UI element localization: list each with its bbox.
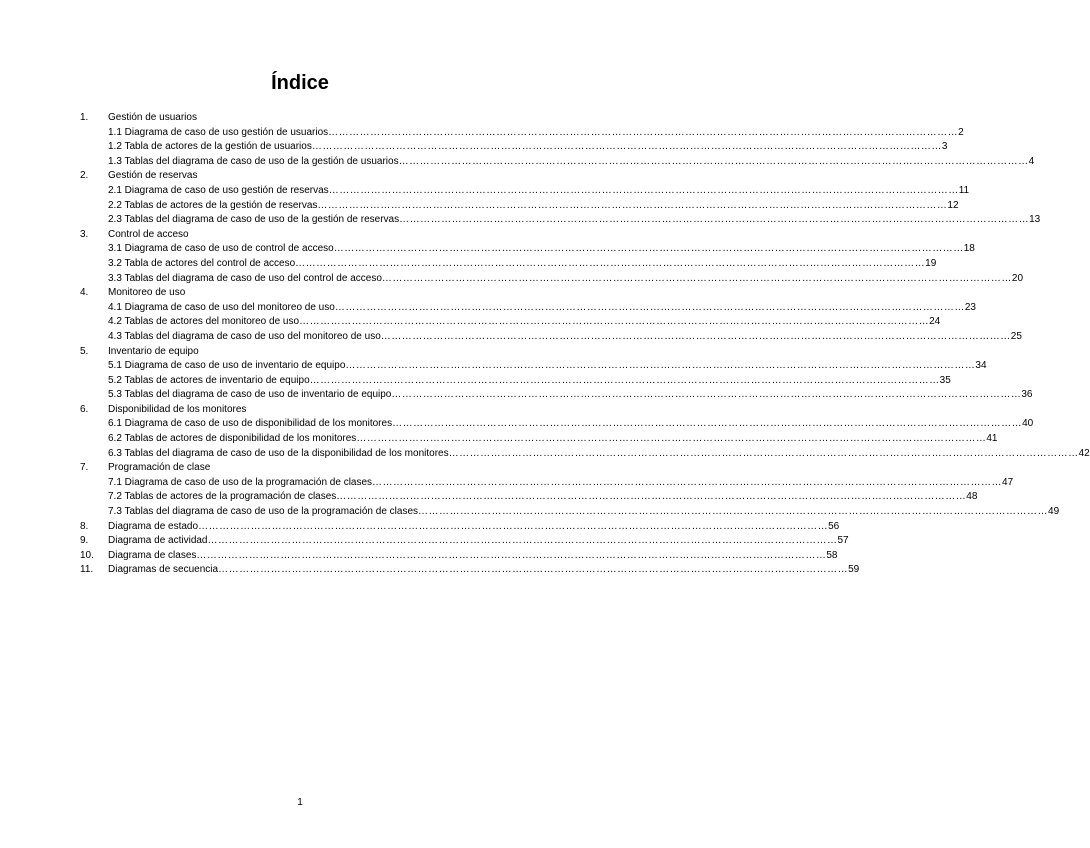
toc-section	[78, 345, 528, 360]
toc-page-number: 42	[1078, 447, 1090, 459]
toc-entry-label: 2.2 Tablas de actores de la gestión de reservas	[108, 199, 318, 211]
toc-number: 10.	[80, 549, 94, 561]
toc-dot-leader: ………………………………………………………………………………………………………………………………………………………………	[295, 257, 926, 269]
toc-entry	[78, 301, 976, 316]
toc-entry-line	[108, 534, 849, 549]
toc-entry-label: 5.2 Tablas de actores de inventario de equipo	[108, 374, 310, 386]
toc-entry-label: 4.2 Tablas de actores del monitoreo de uso	[108, 316, 300, 328]
toc-entry-label: 4.3 Tablas del diagrama de caso de uso del monitoreo de uso	[108, 330, 381, 342]
toc-entry-line	[108, 388, 1033, 403]
toc-section-label: Gestión de reservas	[108, 170, 198, 182]
toc-entry	[78, 432, 998, 447]
toc-entry-line	[108, 520, 840, 535]
toc-section-label: Gestión de usuarios	[108, 112, 197, 123]
toc-entry	[78, 184, 970, 199]
toc-entry	[78, 199, 959, 214]
toc-dot-leader: ………………………………………………………………………………………………………………………………………………………………	[328, 126, 959, 138]
toc-number: 7.	[80, 462, 89, 474]
toc-entry	[78, 505, 1060, 520]
toc-page-number: 57	[837, 535, 849, 547]
toc-page-number: 13	[1029, 214, 1041, 226]
toc-page-number: 3	[941, 141, 948, 153]
toc-entry	[78, 257, 937, 272]
toc-entry-line	[108, 359, 987, 374]
toc-dot-leader: ………………………………………………………………………………………………………………………………………………………………	[207, 535, 838, 547]
toc-section	[78, 228, 528, 243]
toc-page-number: 12	[947, 199, 959, 211]
toc-page-number: 40	[1022, 418, 1034, 430]
toc-page-number: 56	[828, 520, 840, 532]
toc-dot-leader: ………………………………………………………………………………………………………………………………………………………………	[392, 418, 1023, 430]
toc-entry-label: 2.3 Tablas del diagrama de caso de uso de la gestión de reservas	[108, 214, 400, 226]
toc-page-number: 48	[966, 491, 978, 503]
toc-entry	[78, 359, 987, 374]
toc-page-number: 34	[975, 360, 987, 372]
toc-page-number: 58	[826, 549, 838, 561]
page-number: 1	[297, 797, 303, 808]
toc-number: 8.	[80, 520, 89, 532]
toc-entry-label: 6.3 Tablas del diagrama de caso de uso de la disponibilidad de los monitores	[108, 447, 449, 459]
toc-number: 5.	[80, 345, 89, 357]
toc-entry	[78, 126, 964, 141]
toc-entry-label: 1.2 Tabla de actores de la gestión de usuarios	[108, 141, 312, 153]
toc-section	[78, 286, 528, 301]
toc-number: 9.	[80, 535, 89, 547]
toc-dot-leader: ………………………………………………………………………………………………………………………………………………………………	[333, 243, 964, 255]
toc-dot-leader: ………………………………………………………………………………………………………………………………………………………………	[418, 506, 1049, 518]
toc-page-number: 35	[939, 374, 951, 386]
toc-number: 11.	[80, 564, 94, 576]
toc-entry-line	[108, 417, 1034, 432]
toc-entry-line	[108, 155, 1035, 170]
toc-dot-leader: ………………………………………………………………………………………………………………………………………………………………	[372, 476, 1003, 488]
toc-dot-leader: ………………………………………………………………………………………………………………………………………………………………	[336, 491, 967, 503]
toc-entry	[78, 417, 1034, 432]
toc-entry-label: 5.1 Diagrama de caso de uso de inventario de equipo	[108, 360, 346, 372]
toc-entry-line	[108, 490, 978, 505]
toc-section	[78, 169, 528, 184]
toc-dot-leader: ………………………………………………………………………………………………………………………………………………………………	[345, 360, 976, 372]
toc-section-label: Monitoreo de uso	[108, 287, 186, 299]
toc-entry	[78, 242, 975, 257]
toc-dot-leader: ………………………………………………………………………………………………………………………………………………………………	[334, 301, 965, 313]
toc-entry-label: Diagrama de actividad	[108, 535, 208, 547]
toc-dot-leader: ………………………………………………………………………………………………………………………………………………………………	[196, 549, 827, 561]
toc-number: 1.	[80, 112, 89, 123]
toc-entry	[78, 330, 1022, 345]
toc-entry-line	[108, 184, 970, 199]
toc-dot-leader: ………………………………………………………………………………………………………………………………………………………………	[448, 447, 1079, 459]
toc-number: 2.	[80, 170, 89, 182]
toc-entry-label: 2.1 Diagrama de caso de uso gestión de reservas	[108, 184, 329, 196]
toc-page-number: 19	[925, 257, 937, 269]
toc-section	[78, 403, 528, 418]
toc-entry	[78, 563, 860, 578]
toc-page-number: 49	[1048, 506, 1060, 518]
toc-entry-label: 4.1 Diagrama de caso de uso del monitoreo de uso	[108, 301, 335, 313]
toc-entry	[78, 315, 941, 330]
toc-dot-leader: ………………………………………………………………………………………………………………………………………………………………	[399, 214, 1030, 226]
toc-page-number: 2	[958, 126, 964, 138]
toc-entry-line	[108, 126, 964, 141]
table-of-contents	[78, 111, 1090, 578]
page-title: Índice	[271, 72, 329, 94]
toc-entry-label: 1.1 Diagrama de caso de uso gestión de usuarios	[108, 126, 329, 138]
toc-entry-label: 6.1 Diagrama de caso de uso de disponibilidad de los monitores	[108, 418, 393, 430]
toc-page-number: 24	[929, 316, 941, 328]
toc-dot-leader: ………………………………………………………………………………………………………………………………………………………………	[317, 199, 948, 211]
toc-entry	[78, 272, 1024, 287]
toc-dot-leader: ………………………………………………………………………………………………………………………………………………………………	[381, 272, 1012, 284]
toc-entry	[78, 374, 951, 389]
toc-entry-line	[108, 213, 1041, 228]
toc-entry-line	[108, 199, 959, 214]
toc-entry-line	[108, 272, 1024, 287]
toc-dot-leader: ………………………………………………………………………………………………………………………………………………………………	[309, 374, 940, 386]
toc-entry	[78, 490, 978, 505]
toc-dot-leader: ………………………………………………………………………………………………………………………………………………………………	[198, 520, 829, 532]
toc-page-number: 59	[848, 564, 860, 576]
toc-entry-label: 5.3 Tablas del diagrama de caso de uso de inventario de equipo	[108, 389, 392, 401]
toc-entry-line	[108, 330, 1022, 345]
toc-entry	[78, 213, 1041, 228]
toc-entry-line	[108, 140, 948, 155]
toc-entry-label: 6.2 Tablas de actores de disponibilidad de los monitores	[108, 433, 357, 445]
toc-dot-leader: ………………………………………………………………………………………………………………………………………………………………	[299, 316, 930, 328]
toc-entry	[78, 476, 1014, 491]
toc-dot-leader: ………………………………………………………………………………………………………………………………………………………………	[356, 433, 987, 445]
toc-entry-label: 3.2 Tabla de actores del control de acceso	[108, 257, 296, 269]
toc-section	[78, 461, 528, 476]
toc-entry-label: 7.3 Tablas del diagrama de caso de uso de la programación de clases	[108, 506, 419, 518]
toc-page-number: 23	[964, 301, 976, 313]
toc-number: 6.	[80, 403, 89, 415]
toc-entry-line	[108, 315, 941, 330]
toc-entry-line	[108, 476, 1014, 491]
toc-entry	[78, 520, 840, 535]
toc-entry	[78, 447, 1090, 462]
toc-section-label: Programación de clase	[108, 462, 211, 474]
toc-number: 3.	[80, 228, 89, 240]
toc-page-number: 20	[1011, 272, 1024, 284]
toc-dot-leader: ………………………………………………………………………………………………………………………………………………………………	[380, 330, 1011, 342]
toc-dot-leader: ………………………………………………………………………………………………………………………………………………………………	[311, 141, 942, 153]
toc-entry-line	[108, 549, 838, 564]
toc-dot-leader: ………………………………………………………………………………………………………………………………………………………………	[398, 155, 1029, 167]
toc-entry-line	[108, 374, 951, 389]
toc-entry-line	[108, 447, 1090, 462]
toc-page-number: 36	[1021, 389, 1033, 401]
toc-section-label: Control de acceso	[108, 228, 189, 240]
toc-entry-label: Diagrama de estado	[108, 520, 199, 532]
toc-section	[78, 111, 528, 126]
toc-entry-line	[108, 505, 1060, 520]
toc-entry-label: Diagrama de clases	[108, 549, 197, 561]
toc-entry-label: 1.3 Tablas del diagrama de caso de uso de la gestión de usuarios	[108, 155, 399, 167]
toc-entry-line	[108, 301, 976, 316]
toc-entry-label: 3.1 Diagrama de caso de uso de control de acceso	[108, 243, 334, 255]
toc-entry-label: 7.2 Tablas de actores de la programación de clases	[108, 491, 337, 503]
toc-page-number: 47	[1002, 476, 1014, 488]
toc-entry	[78, 534, 849, 549]
toc-dot-leader: ………………………………………………………………………………………………………………………………………………………………	[218, 564, 849, 576]
toc-entry-line	[108, 257, 937, 272]
toc-entry-label: Diagramas de secuencia	[108, 564, 219, 576]
toc-entry	[78, 549, 838, 564]
toc-dot-leader: ………………………………………………………………………………………………………………………………………………………………	[328, 184, 959, 196]
toc-entry	[78, 140, 948, 155]
toc-dot-leader: ………………………………………………………………………………………………………………………………………………………………	[391, 389, 1022, 401]
toc-entry-label: 3.3 Tablas del diagrama de caso de uso del control de acceso	[108, 272, 382, 284]
toc-page-number: 4	[1028, 155, 1035, 167]
toc-entry-line	[108, 242, 975, 257]
toc-page-number: 11	[958, 184, 970, 196]
toc-entry-label: 7.1 Diagrama de caso de uso de la programación de clases	[108, 476, 373, 488]
toc-entry	[78, 388, 1033, 403]
toc-page-number: 18	[963, 243, 975, 255]
toc-page-number: 41	[986, 433, 998, 445]
toc-section-label: Inventario de equipo	[108, 345, 199, 357]
toc-entry-line	[108, 563, 860, 578]
toc-section-label: Disponibilidad de los monitores	[108, 403, 247, 415]
toc-number: 4.	[80, 287, 89, 299]
toc-entry	[78, 155, 1035, 170]
toc-entry-line	[108, 432, 998, 447]
toc-page-number: 25	[1010, 330, 1022, 342]
